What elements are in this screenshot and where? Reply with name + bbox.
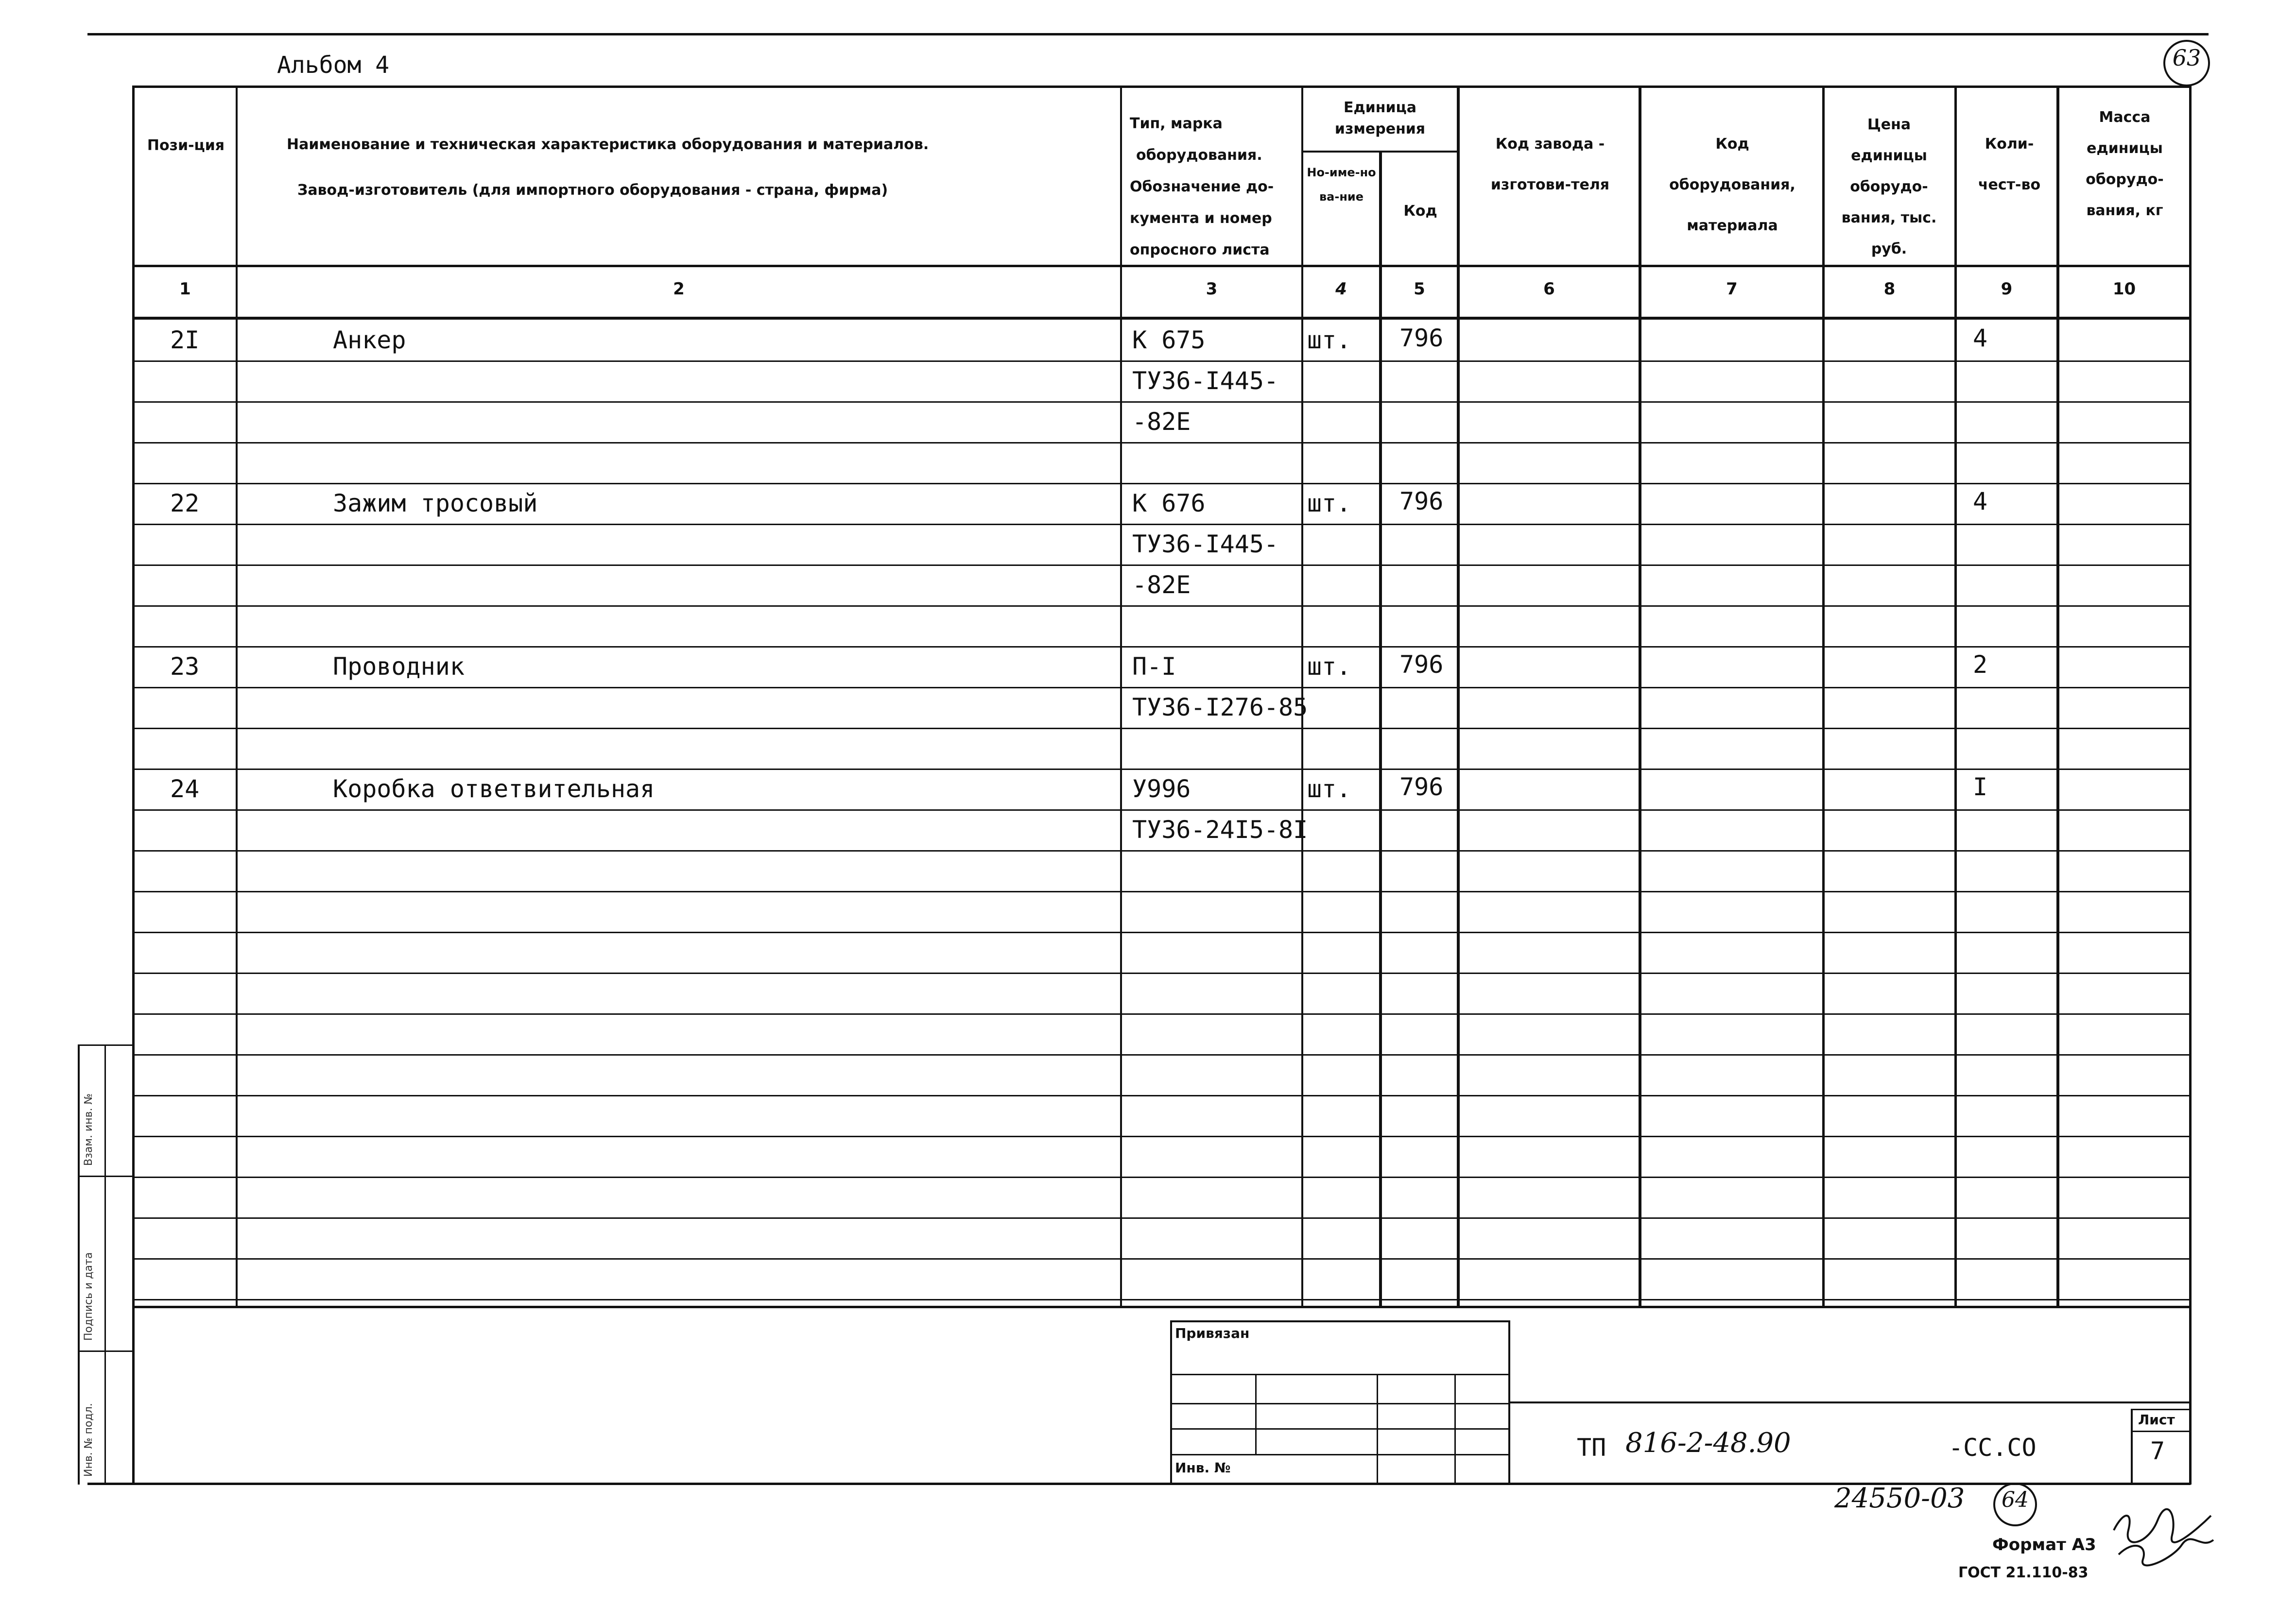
row-line (132, 932, 2191, 933)
row-24-type-1: У996 (1132, 775, 1191, 803)
margin-stamp-div-2 (78, 1176, 134, 1177)
margin-label-signature-date: Подпись и дата (83, 1252, 95, 1341)
header-equipment-code: Код оборудования, материала (1669, 136, 1795, 234)
page-number-circle (2163, 40, 2210, 86)
table-body-bottom-line (132, 1306, 2191, 1308)
row-24-name: Коробка ответвительная (333, 775, 655, 803)
row-line (132, 850, 2191, 852)
margin-stamp-div-1 (78, 1044, 134, 1046)
document-circle-text: 64 (2002, 1487, 2029, 1512)
table-top-line (132, 85, 2191, 88)
row-line (132, 973, 2191, 974)
designation-suffix: -СС.СО (1949, 1434, 2037, 1462)
row-24-position: 24 (170, 775, 200, 803)
margin-stamp-inner (104, 1044, 106, 1485)
header-price: Цена единицы оборудо-вания, тыс. руб. (1841, 116, 1937, 257)
row-23-code: 796 (1399, 650, 1444, 679)
margin-label-replace-inv: Взам. инв. № (83, 1093, 95, 1166)
row-21-type-1: К 675 (1132, 326, 1206, 354)
colnum-8: 8 (1883, 279, 1896, 299)
row-21-position: 2I (170, 326, 200, 354)
header-type-line2: оборудования. (1136, 147, 1262, 164)
colnum-2: 2 (673, 279, 685, 299)
header-unit-name: Но-име-нова-ние (1307, 166, 1376, 204)
margin-stamp-div-3 (78, 1350, 134, 1352)
row-22-type-2: ТУ36-I445- (1132, 530, 1279, 558)
designation-number: 816-2-48.90 (1625, 1427, 1791, 1459)
row-22-type-3: -82Е (1132, 571, 1191, 599)
row-line (132, 1299, 2191, 1300)
row-line (132, 1095, 2191, 1096)
row-22-position: 22 (170, 489, 200, 517)
header-type-line3: Обозначение до- (1130, 178, 1274, 195)
stamp-box-h1 (1170, 1374, 1510, 1375)
row-23-name: Проводник (333, 652, 465, 681)
row-line (132, 1258, 2191, 1260)
document-number: 24550-03 (1834, 1483, 1965, 1514)
row-24-type-2: ТУ36-24I5-8I (1132, 816, 1308, 844)
row-22-code: 796 (1399, 487, 1444, 515)
document-circle (1993, 1483, 2037, 1526)
row-21-qty: 4 (1973, 324, 1988, 352)
gost-label: ГОСТ 21.110-83 (1958, 1564, 2089, 1581)
header-plant-code: Код завода - изготови-теля (1490, 136, 1610, 193)
colnum-9: 9 (2001, 279, 2013, 299)
sheet-box-top (2131, 1409, 2191, 1410)
stamp-box-v2 (1377, 1374, 1378, 1485)
top-border-line (87, 33, 2209, 35)
stamp-box-top (1170, 1320, 1510, 1322)
designation-top-line (1510, 1401, 2191, 1403)
row-21-unit: шт. (1307, 326, 1351, 354)
row-23-type-2: ТУ36-I276-85 (1132, 693, 1308, 721)
stamp-privyazan: Привязан (1175, 1325, 1250, 1341)
row-23-type-1: П-I (1132, 652, 1176, 681)
page-number-text: 63 (2172, 45, 2201, 71)
row-24-unit: шт. (1307, 775, 1351, 803)
row-line (132, 442, 2191, 444)
row-24-qty: I (1973, 773, 1988, 801)
header-unit-code: Код (1403, 203, 1437, 220)
row-line (132, 1054, 2191, 1056)
colnum-1: 1 (179, 279, 191, 299)
row-22-qty: 4 (1973, 487, 1988, 515)
row-23-position: 23 (170, 652, 200, 681)
colnum-3: 3 (1206, 279, 1218, 299)
header-mass: Масса единицы оборудо-вания, кг (2086, 109, 2164, 219)
row-22-type-1: К 676 (1132, 489, 1206, 517)
row-line (132, 728, 2191, 729)
header-quantity: Коли-чест-во (1978, 136, 2041, 193)
header-name-line2: Завод-изготовитель (для импортного оборудования - страна, фирма) (297, 182, 888, 199)
row-21-type-3: -82Е (1132, 408, 1191, 436)
margin-stamp-outer (78, 1044, 80, 1485)
format-label: Формат А3 (1992, 1535, 2096, 1555)
colnum-6: 6 (1543, 279, 1555, 299)
stamp-box-left (1170, 1320, 1172, 1485)
table-right-line (2189, 85, 2192, 1485)
row-23-qty: 2 (1973, 650, 1988, 679)
designation-prefix: ТП (1577, 1434, 1606, 1462)
sheet-box-left (2131, 1409, 2133, 1485)
album-label: Альбом 4 (277, 51, 390, 79)
colnum-5: 5 (1414, 279, 1425, 299)
header-position: Пози-ция (147, 137, 225, 154)
colnum-7: 7 (1726, 279, 1738, 299)
row-line (132, 891, 2191, 892)
row-line (132, 1217, 2191, 1219)
colnum-4: 4 (1335, 279, 1347, 299)
signature-scribble (2104, 1501, 2221, 1569)
sheet-label: Лист (2138, 1412, 2175, 1428)
row-21-type-2: ТУ36-I445- (1132, 367, 1279, 395)
row-24-code: 796 (1399, 773, 1444, 801)
colnum-10: 10 (2112, 279, 2136, 299)
stamp-inv-no: Инв. № (1175, 1460, 1231, 1476)
row-22-unit: шт. (1307, 489, 1351, 517)
sheet-number: 7 (2150, 1437, 2165, 1465)
margin-label-inv-original: Инв. № подл. (83, 1403, 95, 1477)
header-name-line1: Наименование и техническая характеристика оборудования и материалов. (287, 136, 929, 153)
row-22-name: Зажим тросовый (333, 489, 538, 517)
row-line (132, 1177, 2191, 1178)
header-type-line4: кумента и номер (1130, 210, 1272, 227)
header-type-line1: Тип, марка (1130, 115, 1223, 132)
stamp-box-v1 (1255, 1374, 1257, 1454)
unit-group-divider (1301, 151, 1460, 153)
row-21-name: Анкер (333, 326, 406, 354)
row-line (132, 1136, 2191, 1137)
stamp-box-h4 (1170, 1454, 1510, 1455)
stamp-box-v3 (1454, 1374, 1456, 1485)
stamp-box-h2 (1170, 1403, 1510, 1404)
header-unit-group: Единица измерения (1334, 99, 1426, 137)
row-line (132, 605, 2191, 607)
row-line (132, 1013, 2191, 1015)
stamp-box-h3 (1170, 1428, 1510, 1430)
header-type-line5: опросного листа (1130, 241, 1270, 258)
row-23-unit: шт. (1307, 652, 1351, 681)
row-21-code: 796 (1399, 324, 1444, 352)
